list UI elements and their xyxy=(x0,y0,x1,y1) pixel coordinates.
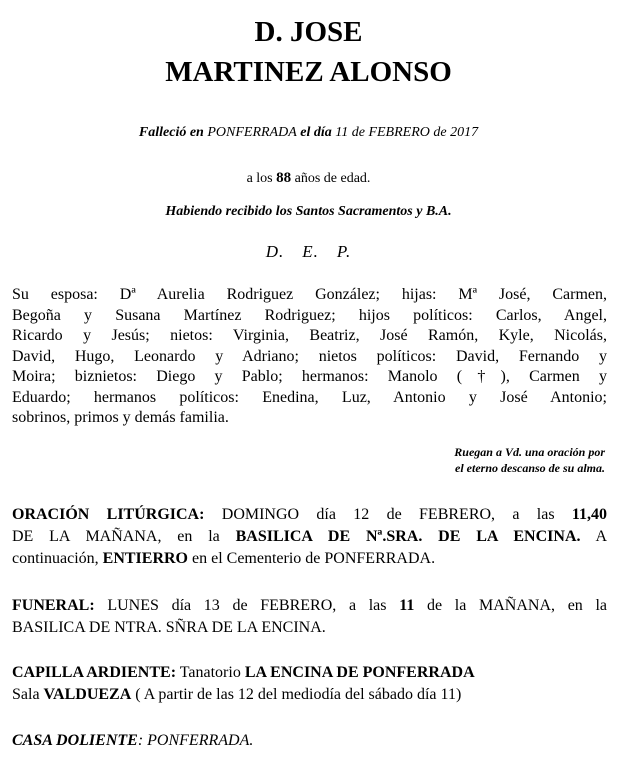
oracion-text: continuación, xyxy=(12,550,103,567)
age-suffix: años de edad. xyxy=(294,171,371,186)
funeral-text: de la MAÑANA, en la xyxy=(414,597,608,614)
family-line: David, Hugo, Leonardo y Adriano; nietos políticos: David, Fernando y xyxy=(12,347,607,365)
family-line: Su esposa: Dª Aurelia Rodriguez González; hijas: Mª José, Carmen, xyxy=(12,286,607,303)
death-mid: el día xyxy=(300,125,332,140)
deceased-name-line1: D. JOSE xyxy=(254,16,363,48)
funeral-label: FUNERAL: xyxy=(12,597,95,614)
family-line: Ricardo y Jesús; nietos: Virginia, Beatriz, José Ramón, Kyle, Nicolás, xyxy=(12,327,607,344)
prayer-line2: el eterno descanso de su alma. xyxy=(455,461,605,475)
oracion-church: BASILICA DE Nª.SRA. DE LA ENCINA. xyxy=(235,528,581,545)
prayer-request xyxy=(454,444,605,476)
dep-d: D. xyxy=(265,242,285,261)
oracion-text: DE LA MAÑANA, en la xyxy=(12,528,236,545)
capilla-text: ( A partir de las 12 del mediodía del sábado día 11) xyxy=(131,686,462,703)
oracion-text: A xyxy=(580,528,608,545)
capilla-text: Sala xyxy=(12,686,44,703)
capilla-section xyxy=(12,662,607,706)
age-years: 88 xyxy=(276,170,292,186)
age-prefix: a los xyxy=(246,171,273,186)
age-statement xyxy=(0,170,617,187)
oracion-burial: ENTIERRO xyxy=(102,550,188,567)
sacraments-statement: Habiendo recibido los Santos Sacramentos y B.A. xyxy=(165,204,452,219)
funeral-church: BASILICA DE NTRA. SÑRA DE LA ENCINA. xyxy=(12,619,326,636)
funeral-text: LUNES día 13 de FEBRERO, a las xyxy=(94,597,400,614)
capilla-label: CAPILLA ARDIENTE: xyxy=(12,664,177,681)
casa-section xyxy=(12,730,607,752)
dep-e: E. xyxy=(302,242,319,261)
prayer-line1: Ruegan a Vd. una oración por xyxy=(454,445,605,459)
oracion-text: DOMINGO día 12 de FEBRERO, a las xyxy=(204,506,572,523)
capilla-room: VALDUEZA xyxy=(43,686,132,703)
family-list xyxy=(12,285,607,429)
oracion-text: en el Cementerio de PONFERRADA. xyxy=(188,550,436,567)
oracion-time: 11,40 xyxy=(571,506,608,523)
dep-p: P. xyxy=(336,242,352,261)
death-place: PONFERRADA xyxy=(207,125,297,140)
casa-value: : PONFERRADA. xyxy=(137,732,254,749)
oracion-label: ORACIÓN LITÚRGICA: xyxy=(12,506,205,523)
dep-abbreviation xyxy=(0,242,617,262)
casa-label: CASA DOLIENTE xyxy=(12,732,138,749)
funeral-time: 11 xyxy=(399,597,415,614)
capilla-text: Tanatorio xyxy=(176,664,245,681)
oracion-section xyxy=(12,504,607,570)
death-date: 11 de FEBRERO de 2017 xyxy=(335,125,479,140)
death-statement xyxy=(0,125,617,141)
capilla-venue: LA ENCINA DE PONFERRADA xyxy=(244,664,475,681)
death-prefix: Falleció en xyxy=(138,125,204,140)
funeral-section xyxy=(12,595,607,639)
family-line: sobrinos, primos y demás familia. xyxy=(12,409,229,426)
family-line: Begoña y Susana Martínez Rodriguez; hijos políticos: Carlos, Angel, xyxy=(12,306,607,324)
deceased-name-line2: MARTINEZ ALONSO xyxy=(165,56,452,88)
family-line: Moira; biznietos: Diego y Pablo; hermanos: Manolo (†), Carmen y xyxy=(12,368,607,385)
family-line: Eduardo; hermanos políticos: Enedina, Luz, Antonio y José Antonio; xyxy=(12,388,607,406)
